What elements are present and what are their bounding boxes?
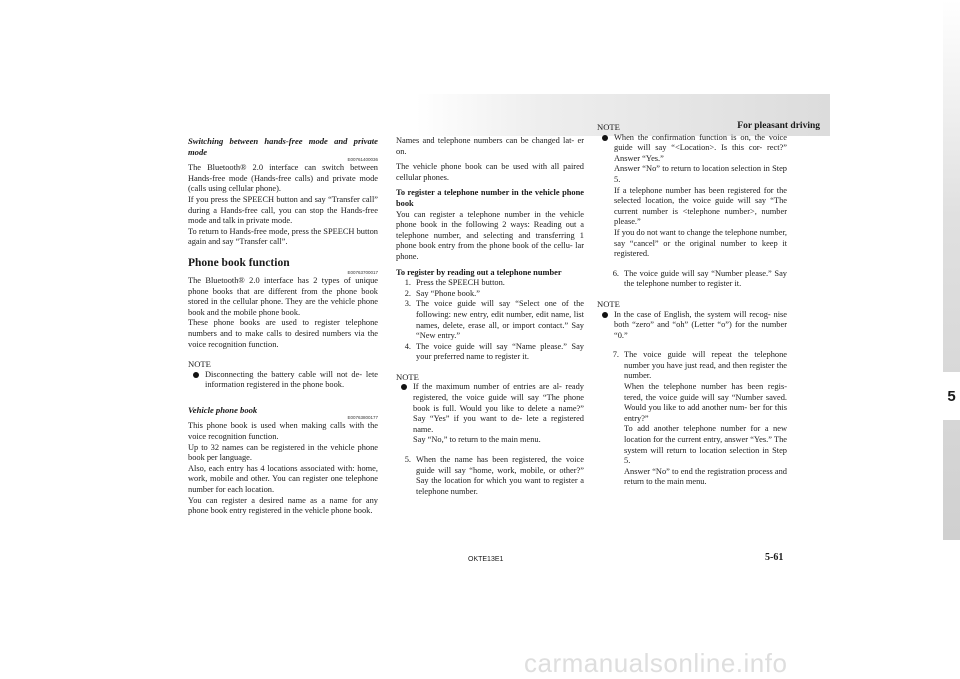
reference-code: E00763700017 [347, 269, 378, 275]
note-bullet: If the maximum number of entries are al- ready registered, the voice guide will say “The phone book is full. Would you like to delete a name?” Say “Yes” if you want to de- lete a registered name. Say “No,” to return to the main menu. [396, 382, 584, 446]
page-number: 5-61 [765, 552, 784, 563]
watermark: carmanualsonline.info [524, 648, 788, 678]
subheading-read-out: To register by reading out a telephone number [396, 267, 562, 277]
note-label: NOTE [188, 359, 211, 370]
subheading-switching-mode: Switching between hands-free mode and private mode [188, 136, 378, 157]
list-item: 2. Say “Phone book.” [404, 288, 480, 298]
paragraph: The vehicle phone book can be used with all paired cellular phones. [396, 162, 584, 182]
list-item: 5. When the name has been registered, the voice guide will say “home, work, mobile, or other?” Say the location for which you want to register a telephone number. [404, 455, 584, 496]
paragraph: The Bluetooth® 2.0 interface has 2 types of unique phone books that are different from the phone book stored in the cellular phone. They are the vehicle phone book and the mobile phone book. [188, 275, 378, 317]
reference-code: E00763800177 [347, 415, 378, 421]
paragraph: Names and telephone numbers can be changed lat- er on. [396, 136, 584, 156]
bullet-icon [602, 312, 608, 318]
note-label: NOTE [597, 298, 620, 309]
list-item: 1. Press the SPEECH button. [404, 278, 505, 288]
note-bullet: Disconnecting the battery cable will not de- lete information registered in the phone book. [188, 370, 378, 391]
reference-code: E00761400036 [347, 157, 378, 163]
paragraph: If you press the SPEECH button and say “Transfer call” during a Hands-free call, you can stop the Hands-free mode and talk in private mode. [188, 194, 378, 226]
bullet-icon [193, 372, 199, 378]
paragraph: You can register a desired name as a name for any phone book entry registered in the vehicle phone book. [188, 495, 378, 516]
subheading-register-number: To register a telephone number in the vehicle phone book [396, 188, 584, 208]
chapter-tab-number: 5 [943, 372, 960, 420]
paragraph: The Bluetooth® 2.0 interface can switch between Hands-free mode (Hands-free calls) and private mode (calls using cellular phone). [188, 163, 378, 194]
note-bullet: When the confirmation function is on, the voice guide will say “<Location>. Is this cor- rect?” Answer “Yes.” Answer “No” to return to location selection in Step 5. If a telephone number has been registered for the selected location, the voice guide will say “The current number is <telephone number>, number please.” If you do not want to change the telephone number, say “cancel” or the original number to keep it registered. [597, 133, 787, 260]
paragraph: You can register a telephone number in the vehicle phone book in the following 2 ways: Reading out a telephone number, and selecting and transferring 1 phone book entry from the phone book of the cellu- lar phone. [396, 209, 584, 261]
list-item: 4. The voice guide will say “Name please.” Say your preferred name to register it. [404, 341, 584, 362]
heading-phone-book-function: Phone book function [188, 256, 290, 269]
document-code: OKTE13E1 [468, 556, 504, 563]
list-item: 6. The voice guide will say “Number please.” Say the telephone number to register it. [612, 268, 787, 289]
column-2 [396, 136, 584, 497]
paragraph: These phone books are used to register telephone numbers and to make calls to desired numbers via the voice recognition function. [188, 318, 378, 349]
chapter-tab-bar [943, 0, 960, 540]
note-bullet: In the case of English, the system will recog- nise both “zero” and “oh” (Letter “o”) for the number “0.” [597, 310, 787, 342]
paragraph: To return to Hands-free mode, press the SPEECH button again and say “Transfer call”. [188, 226, 378, 247]
subheading-vehicle-phone-book: Vehicle phone book [188, 404, 258, 415]
paragraph: This phone book is used when making calls with the voice recognition function. [188, 421, 378, 442]
list-item: 7. The voice guide will repeat the telephone number you have just read, and then register the number. When the telephone number has been regis- tered, the voice guide will say “Number saved. Would you like to add another num- ber for this entry?” To add another telephone number for a new location for the current entry, answer “Yes.” The system will return to location selection in Step 5. Answer “No” to end the registration process and return to the main menu. [612, 350, 787, 487]
paragraph: Up to 32 names can be registered in the vehicle phone book per language. [188, 442, 378, 463]
list-item: 3. The voice guide will say “Select one of the following: new entry, edit number, edit name, list names, delete, erase all, or import contact.” Say “New entry.” [404, 299, 584, 341]
paragraph: Also, each entry has 4 locations associated with: home, work, mobile and other. You can register one telephone number for each location. [188, 463, 378, 495]
note-label: NOTE [396, 371, 419, 382]
note-label: NOTE [597, 122, 620, 132]
section-header-title: For pleasant driving [737, 121, 820, 131]
column-1 [188, 136, 378, 517]
bullet-icon [401, 384, 407, 390]
bullet-icon [602, 135, 608, 141]
